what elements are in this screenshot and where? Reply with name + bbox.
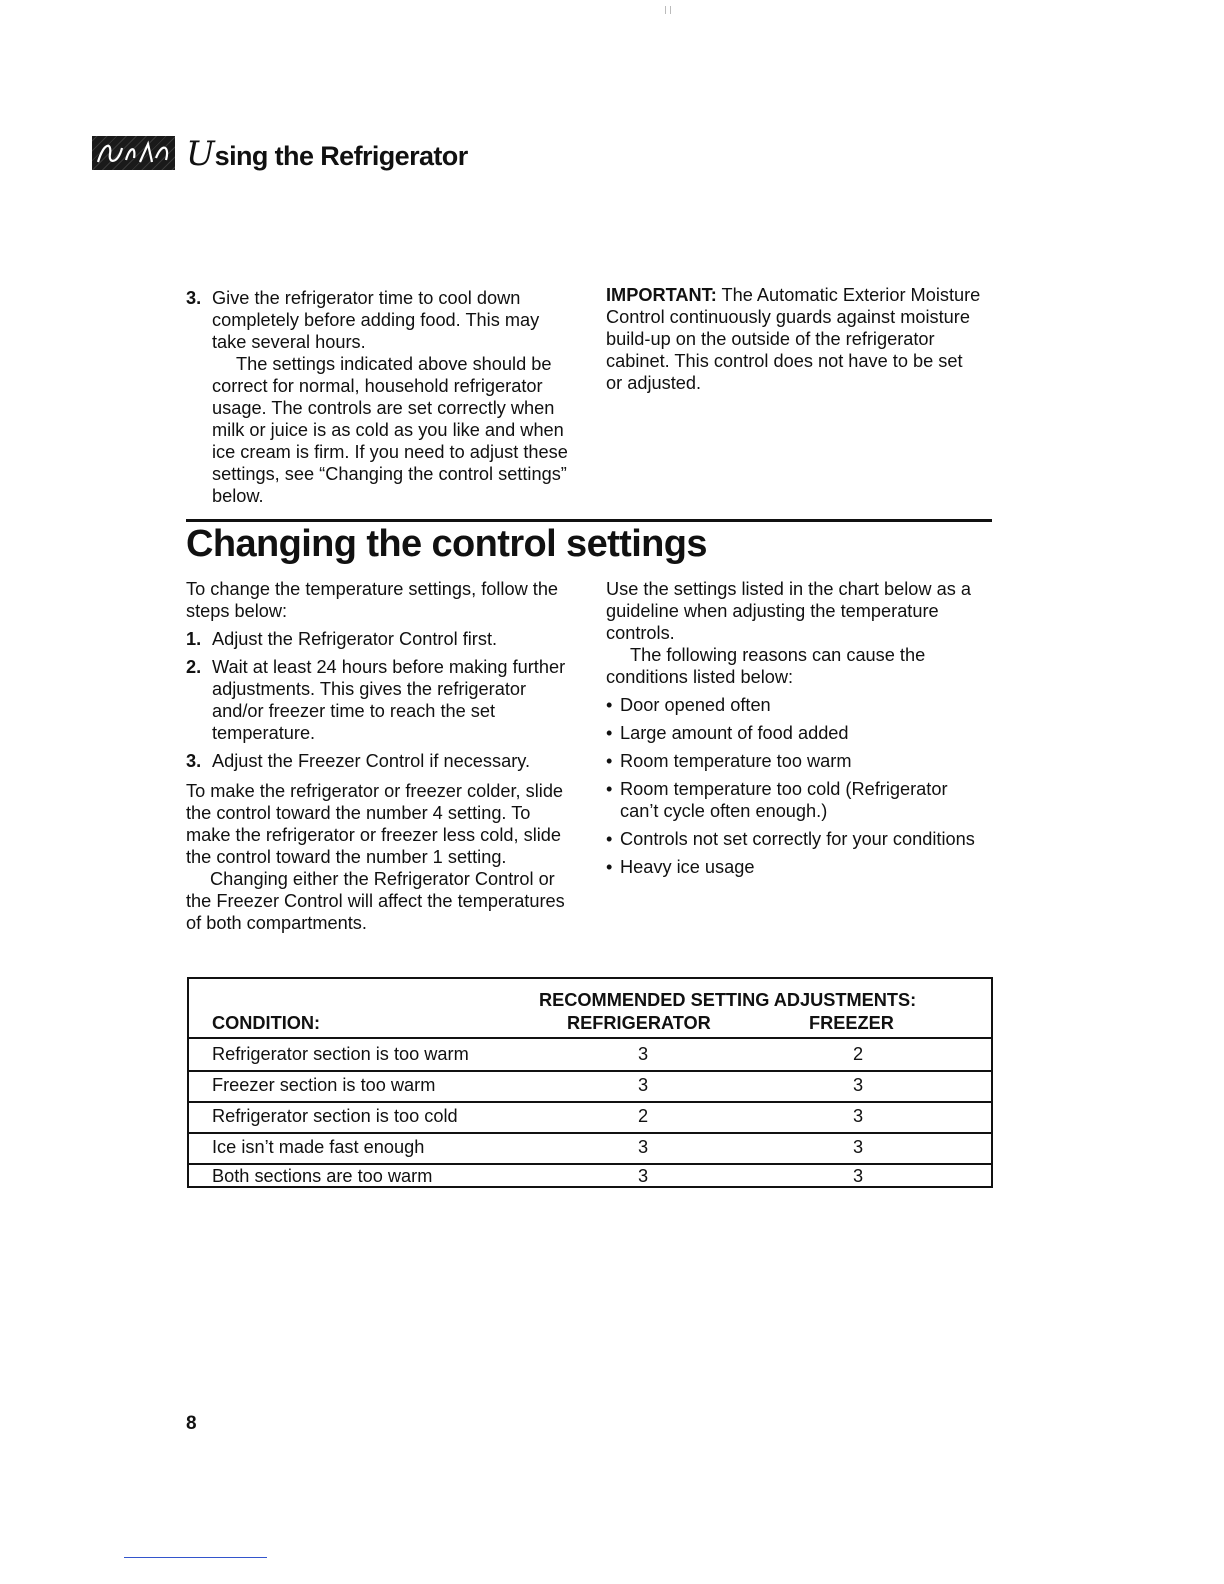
column-header-condition: CONDITION: (212, 1013, 321, 1033)
table-row (189, 1101, 991, 1134)
table-row (189, 1163, 991, 1194)
bullet-text: Room temperature too cold (Refrigerator can’t cycle often enough.) (620, 779, 948, 821)
freezer-cell: 2 (853, 1044, 864, 1064)
step-continuation: The settings indicated above should be correct for normal, household refrigerator usage. The controls are set correctly when milk or juice is as cold as you like and when ice cream is firm. If you need to adjust these settings, see “Changing the control settings” below. (212, 354, 568, 506)
numbered-step (186, 656, 566, 744)
script-logo-icon (92, 136, 175, 170)
section-divider (186, 519, 992, 522)
refrigerator-cell: 3 (638, 1044, 649, 1064)
scan-mark (664, 6, 674, 14)
top-left-column (186, 287, 568, 507)
settings-table (187, 977, 993, 1188)
numbered-step (186, 750, 566, 772)
bullet-symbol: • (606, 779, 613, 799)
bullet-text: Large amount of food added (620, 723, 849, 743)
bullet-item (606, 750, 986, 772)
column-header-freezer: FREEZER (809, 1013, 894, 1033)
important-note (606, 284, 982, 394)
section-right-column (606, 578, 986, 878)
bullet-text: Door opened often (620, 695, 771, 715)
numbered-step (186, 287, 568, 507)
table-heading: RECOMMENDED SETTING ADJUSTMENTS: (539, 990, 917, 1010)
bullet-symbol: • (606, 857, 613, 877)
bullet-symbol: • (606, 695, 613, 715)
step-number: 3. (186, 288, 202, 308)
column-header-refrigerator: REFRIGERATOR (567, 1013, 711, 1033)
bullet-text: Controls not set correctly for your conditions (620, 829, 975, 849)
bullet-symbol: • (606, 723, 613, 743)
freezer-cell: 3 (853, 1106, 864, 1126)
condition-cell: Ice isn’t made fast enough (212, 1137, 425, 1157)
important-text: The Automatic Exterior Moisture Control continuously guards against moisture build-up on the outside of the refrigerator cabinet. This control does not have to be set or adjusted. (606, 285, 981, 393)
bullet-item (606, 722, 986, 744)
step-number: 3. (186, 751, 202, 771)
freezer-cell: 3 (853, 1166, 864, 1186)
colder-instructions: To make the refrigerator or freezer colder, slide the control toward the number 4 setting. To make the refrigerator or freezer less cold, slide the control toward the number 1 setting. (186, 781, 564, 867)
important-label: IMPORTANT: (606, 285, 717, 305)
reasons-intro: The following reasons can cause the conditions listed below: (606, 645, 926, 687)
step-text: Adjust the Refrigerator Control first. (212, 629, 498, 649)
chart-guideline: Use the settings listed in the chart below as a guideline when adjusting the temperature controls. (606, 579, 971, 643)
compartment-note: Changing either the Refrigerator Control or the Freezer Control will affect the temperatures of both compartments. (186, 869, 565, 933)
bullet-item (606, 856, 986, 878)
section-logo-graphic (92, 136, 175, 170)
table-row (189, 1070, 991, 1103)
bullet-item (606, 778, 986, 822)
freezer-cell: 3 (853, 1137, 864, 1157)
table-header (189, 979, 991, 1039)
condition-cell: Refrigerator section is too warm (212, 1044, 469, 1064)
table-row (189, 1132, 991, 1165)
condition-cell: Both sections are too warm (212, 1166, 433, 1186)
refrigerator-cell: 2 (638, 1106, 649, 1126)
bullet-symbol: • (606, 751, 613, 771)
step-text: Wait at least 24 hours before making further adjustments. This gives the refrigerator and/or freezer time to reach the set temperature. (212, 657, 566, 743)
footer-line (124, 1557, 267, 1558)
step-number: 2. (186, 657, 202, 677)
header-title-initial: U (186, 134, 215, 174)
refrigerator-cell: 3 (638, 1137, 649, 1157)
condition-cell: Freezer section is too warm (212, 1075, 436, 1095)
bullet-item (606, 828, 986, 850)
refrigerator-cell: 3 (638, 1075, 649, 1095)
step-text: Give the refrigerator time to cool down completely before adding food. This may take several hours. (212, 288, 540, 352)
bullet-text: Room temperature too warm (620, 751, 852, 771)
page-header-title (186, 134, 468, 174)
section-left-column (186, 578, 566, 934)
section-title: Changing the control settings (186, 523, 707, 565)
step-text: Adjust the Freezer Control if necessary. (212, 751, 531, 771)
bullet-text: Heavy ice usage (620, 857, 755, 877)
bullet-symbol: • (606, 829, 613, 849)
numbered-step (186, 628, 566, 650)
refrigerator-cell: 3 (638, 1166, 649, 1186)
condition-cell: Refrigerator section is too cold (212, 1106, 458, 1126)
table-row (189, 1039, 991, 1072)
page-number: 8 (186, 1413, 197, 1434)
freezer-cell: 3 (853, 1075, 864, 1095)
step-number: 1. (186, 629, 202, 649)
steps-intro: To change the temperature settings, follow the steps below: (186, 579, 559, 621)
header-title-rest: sing the Refrigerator (214, 141, 468, 171)
bullet-item (606, 694, 986, 716)
